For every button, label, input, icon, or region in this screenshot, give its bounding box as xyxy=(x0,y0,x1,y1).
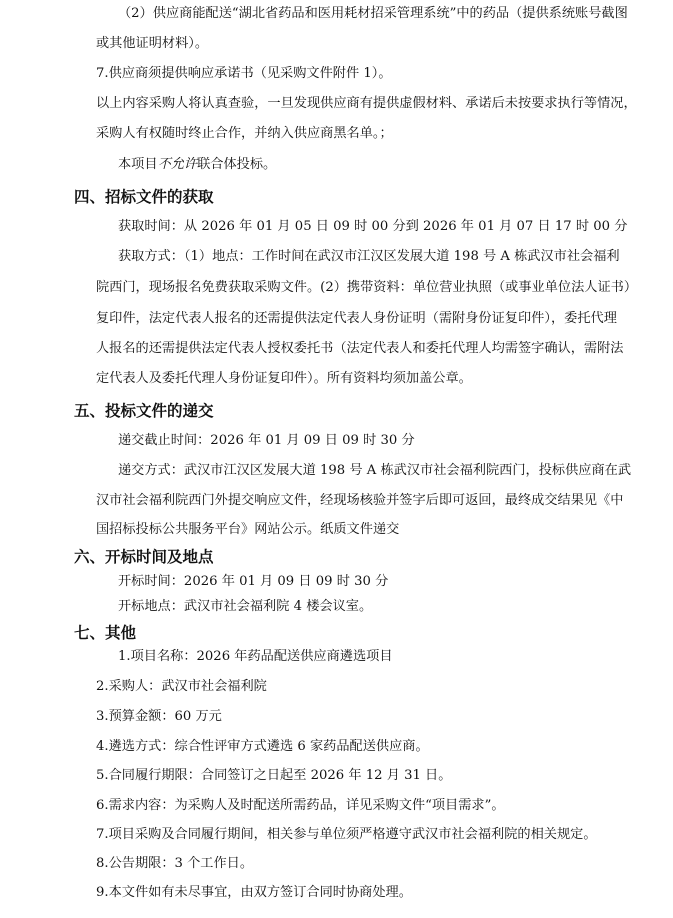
acquisition-method-line-4: 人报名的还需提供法定代表人授权委托书（法定代表人和委托代理人均需签字确认，需附法 xyxy=(96,341,624,356)
other-item-1: 1.项目名称：2026 年药品配送供应商遴选项目 xyxy=(118,649,393,664)
section-6-heading: 六、开标时间及地点 xyxy=(74,548,214,566)
other-item-9: 9.本文件如有未尽事宜，由双方签订合同时协商处理。 xyxy=(96,885,412,900)
requirement-item-7: 7.供应商须提供响应承诺书（见采购文件附件 1）。 xyxy=(96,66,392,81)
bid-opening-place: 开标地点：武汉市社会福利院 4 楼会议室。 xyxy=(118,599,373,614)
acquisition-method-line-1: 获取方式：（1）地点：工作时间在武汉市江汉区发展大道 198 号 A 栋武汉市社会福利 xyxy=(118,249,620,264)
other-item-3: 3.预算金额：60 万元 xyxy=(96,709,222,724)
other-item-8: 8.公告期限：3 个工作日。 xyxy=(96,856,254,871)
submission-method-line-1: 递交方式：武汉市江汉区发展大道 198 号 A 栋武汉市社会福利院西门，投标供应商在武 xyxy=(118,463,632,478)
other-item-7: 7.项目采购及合同履行期间，相关参与单位须严格遵守武汉市社会福利院的相关规定。 xyxy=(96,827,597,842)
acquisition-method-line-3: 复印件，法定代表人报名的还需提供法定代表人身份证明（需附身份证复印件），委托代理 xyxy=(96,311,617,326)
verification-note-line-2: 采购人有权随时终止合作，并纳入供应商黑名单。； xyxy=(96,126,393,141)
bid-opening-time: 开标时间：2026 年 01 月 09 日 09 时 30 分 xyxy=(118,574,389,589)
consortium-note-post: 联合体投标。 xyxy=(197,157,277,172)
other-item-5: 5.合同履行期限：合同签订之日起至 2026 年 12 月 31 日。 xyxy=(96,768,452,783)
consortium-note-pre: 本项目 xyxy=(118,157,158,172)
submission-method-line-2: 汉市社会福利院西门外提交响应文件，经现场核验并签字后即可返回，最终成交结果见《中 xyxy=(96,493,624,508)
verification-note-line-1: 以上内容采购人将认真查验，一旦发现供应商有提供虚假材料、承诺后未按要求执行等情况， xyxy=(96,96,637,111)
acquisition-method-line-2: 院西门，现场报名免费获取采购文件。(2）携带资料：单位营业执照（或事业单位法人证书） xyxy=(96,280,638,295)
other-item-6: 6.需求内容：为采购人及时配送所需药品，详见采购文件“项目需求”。 xyxy=(96,798,505,813)
submission-deadline: 递交截止时间：2026 年 01 月 09 日 09 时 30 分 xyxy=(118,433,415,448)
acquisition-time: 获取时间：从 2026 年 01 月 05 日 09 时 00 分到 2026 年 01 月 07 日 17 时 00 分 xyxy=(118,219,628,234)
consortium-note xyxy=(118,156,276,174)
section-5-heading: 五、投标文件的递交 xyxy=(74,402,214,420)
submission-method-line-3: 国招标投标公共服务平台》网站公示。纸质文件递交 xyxy=(96,522,400,537)
requirement-item-2-line-1: （2）供应商能配送“湖北省药品和医用耗材招采管理系统”中的药品（提供系统账号截图 xyxy=(118,6,628,21)
requirement-item-2-line-2: 或其他证明材料）。 xyxy=(96,36,209,51)
section-7-heading: 七、其他 xyxy=(74,624,137,642)
consortium-note-emphasis: 不允许 xyxy=(157,157,198,172)
acquisition-method-line-5: 定代表人及委托代理人身份证复印件）。所有资料均须加盖公章。 xyxy=(96,371,472,386)
section-4-heading: 四、招标文件的获取 xyxy=(74,188,214,206)
other-item-4: 4.遴选方式：综合性评审方式遴选 6 家药品配送供应商。 xyxy=(96,739,429,754)
other-item-2: 2.采购人：武汉市社会福利院 xyxy=(96,679,267,694)
